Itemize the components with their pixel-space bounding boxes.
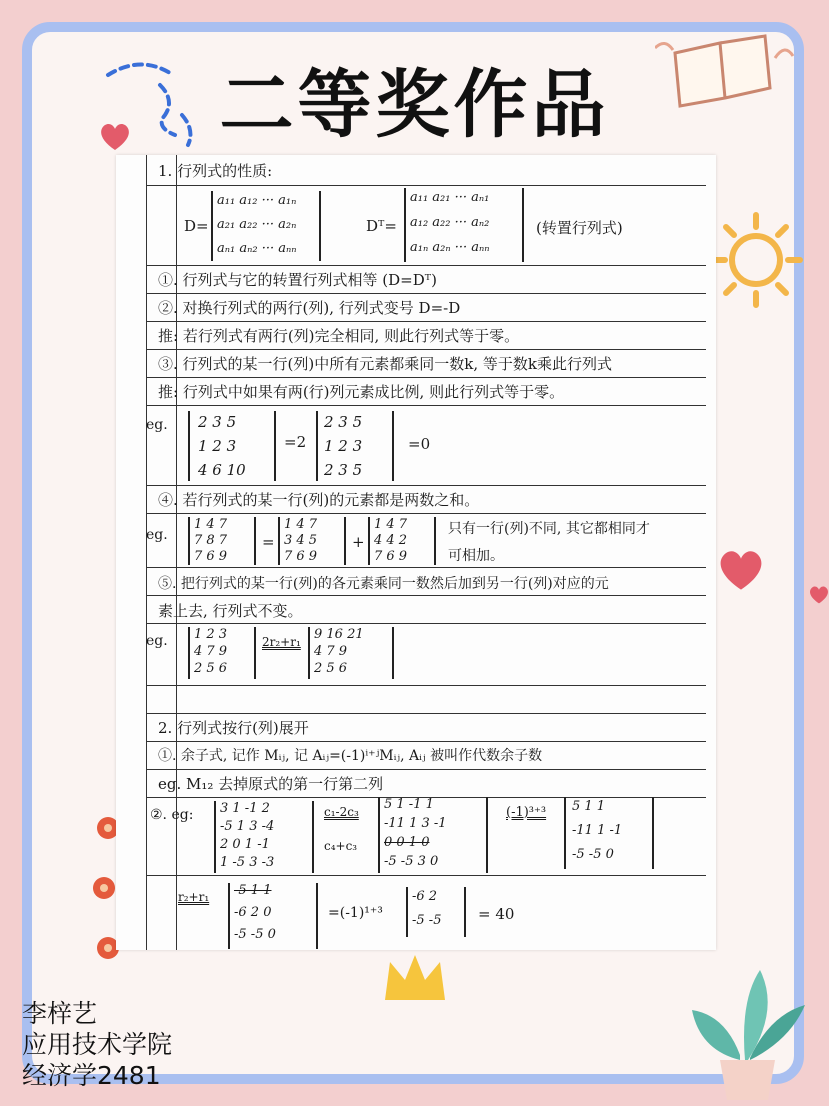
matrix-row: 1 4 7 xyxy=(284,517,318,532)
transpose-note: (转置行列式) xyxy=(536,219,623,237)
q3-matrix-1 xyxy=(228,883,320,949)
eg4-note: 可相加。 xyxy=(448,548,504,564)
rule-line xyxy=(146,185,706,186)
dt-label: Dᵀ= xyxy=(366,217,397,235)
d-matrix xyxy=(211,191,321,261)
eg5-right-matrix xyxy=(308,627,396,679)
q2-matrix-1 xyxy=(214,801,316,873)
matrix-row: 2 0 1 -1 xyxy=(220,837,270,852)
eg-label: eg. xyxy=(146,633,168,649)
matrix-row: 2 5 6 xyxy=(314,661,348,676)
matrix-row: 1 2 3 xyxy=(198,437,237,455)
rule-line xyxy=(146,713,706,714)
rule-line xyxy=(146,321,706,322)
property-4: ④. 若行列式的某一行(列)的元素都是两数之和。 xyxy=(158,491,480,509)
author-class: 经济学2481 xyxy=(22,1061,161,1090)
matrix-row: 1 2 3 xyxy=(324,437,363,455)
matrix-row: 7 6 9 xyxy=(194,549,228,564)
matrix-row: 1 4 7 xyxy=(374,517,408,532)
heading-expansion: 2. 行列式按行(列)展开 xyxy=(158,719,309,737)
eg5-operation: 2r₂+r₁ xyxy=(262,635,301,649)
q2-matrix-2 xyxy=(378,797,490,873)
matrix-row: 7 8 7 xyxy=(194,533,228,548)
matrix-row: -6 2 xyxy=(412,889,438,904)
matrix-row: -5 -5 3 0 xyxy=(384,854,439,869)
matrix-row: a₁₁ a₂₁ ··· aₙ₁ xyxy=(410,190,490,205)
author-school: 应用技术学院 xyxy=(22,1030,173,1059)
rule-line xyxy=(146,349,706,350)
eg4-matrix-b xyxy=(278,517,348,565)
final-result: = 40 xyxy=(478,905,515,923)
matrix-row: 0 0 1 0 xyxy=(384,835,430,850)
rule-line xyxy=(146,265,706,266)
matrix-row: 4 7 9 xyxy=(314,644,348,659)
eg5-left-matrix xyxy=(188,627,258,679)
plant-icon xyxy=(680,960,810,1100)
eg4-note: 只有一行(列)不同, 其它都相同才 xyxy=(448,521,650,537)
heart-icon xyxy=(808,580,829,610)
d-label: D= xyxy=(184,217,209,235)
property-3-corollary: 推: 行列式中如果有两(行)列元素成比例, 则此行列式等于零。 xyxy=(158,383,565,401)
sign-factor: (-1)³⁺³ xyxy=(506,805,547,820)
sun-icon xyxy=(708,205,808,315)
matrix-row: 5 1 -1 1 xyxy=(384,797,434,812)
matrix-row: -5 -5 0 xyxy=(234,927,276,942)
rule-line xyxy=(146,293,706,294)
property-5-cont: 素上去, 行列式不变。 xyxy=(158,602,303,620)
crown-icon xyxy=(380,950,450,1005)
property-3: ③. 行列式的某一行(列)中所有元素都乘同一数k, 等于数k乘此行列式 xyxy=(158,355,612,373)
q3-matrix-2 xyxy=(406,887,468,937)
eg-label: eg. xyxy=(146,527,168,543)
dt-matrix xyxy=(404,188,524,262)
matrix-row: 2 5 6 xyxy=(194,661,228,676)
matrix-row: 1 4 7 xyxy=(194,517,228,532)
eg-label: eg. xyxy=(146,417,168,433)
matrix-row: -5 -5 xyxy=(412,913,442,928)
eg3-result: =0 xyxy=(408,435,431,453)
heart-icon xyxy=(716,548,766,593)
rule-line xyxy=(146,513,706,514)
rule-line xyxy=(146,485,706,486)
matrix-row: 1 2 3 xyxy=(194,627,228,642)
matrix-row: a₁₂ a₂₂ ··· aₙ₂ xyxy=(410,215,490,230)
notes-paper xyxy=(116,155,716,950)
matrix-row: -5 1 3 -4 xyxy=(220,819,275,834)
matrix-row: a₂₁ a₂₂ ··· a₂ₙ xyxy=(217,217,297,232)
property-1: ①. 行列式与它的转置行列式相等 (D=Dᵀ) xyxy=(158,271,437,289)
rule-line xyxy=(146,875,706,876)
rule-line xyxy=(146,685,706,686)
sign-factor: =(-1)¹⁺³ xyxy=(328,905,383,921)
matrix-row: 4 7 9 xyxy=(194,644,228,659)
matrix-row: 2 3 5 xyxy=(324,461,363,479)
rule-line xyxy=(146,405,706,406)
matrix-row: 4 4 2 xyxy=(374,533,408,548)
matrix-row: -5 1 1 xyxy=(234,883,272,898)
property-5: ⑤. 把行列式的某一行(列)的各元素乘同一数然后加到另一行(列)对应的元 xyxy=(158,576,609,592)
matrix-row: -11 1 -1 xyxy=(572,823,623,838)
column-operation: c₁-2c₃ xyxy=(324,805,359,819)
property-2-corollary: 推: 若行列式有两行(列)完全相同, 则此行列式等于零。 xyxy=(158,327,520,345)
rule-line xyxy=(146,567,706,568)
rule-line xyxy=(146,377,706,378)
property-2: ②. 对换行列式的两行(列), 行列式变号 D=-D xyxy=(158,299,461,317)
matrix-row: -11 1 3 -1 xyxy=(384,816,447,831)
margin-line xyxy=(146,155,147,950)
matrix-row: a₁₁ a₁₂ ··· a₁ₙ xyxy=(217,193,297,208)
matrix-row: 7 6 9 xyxy=(374,549,408,564)
cofactor-definition: ①. 余子式, 记作 Mᵢⱼ, 记 Aᵢⱼ=(-1)ⁱ⁺ʲMᵢⱼ, Aᵢⱼ 被叫作代数余子数 xyxy=(158,748,543,764)
eg3-factor: =2 xyxy=(284,433,307,451)
q2-matrix-3 xyxy=(564,797,656,869)
equals-sign: = xyxy=(262,533,275,551)
cofactor-example: eg. M₁₂ 去掉原式的第一行第二列 xyxy=(158,775,384,793)
heading-determinant-properties: 1. 行列式的性质: xyxy=(158,162,273,180)
eg4-matrix-c xyxy=(368,517,438,565)
matrix-row: -5 -5 0 xyxy=(572,847,614,862)
matrix-row: a₁ₙ a₂ₙ ··· aₙₙ xyxy=(410,240,490,255)
matrix-row: 1 -5 3 -3 xyxy=(220,855,275,870)
matrix-row: 2 3 5 xyxy=(198,413,237,431)
rule-line xyxy=(146,741,706,742)
eg4-matrix-a xyxy=(188,517,258,565)
plus-sign: + xyxy=(352,533,365,551)
matrix-row: -6 2 0 xyxy=(234,905,272,920)
expansion-eg-label: ②. eg: xyxy=(150,807,194,823)
matrix-row: 9 16 21 xyxy=(314,627,364,642)
eg3-right-matrix xyxy=(316,411,396,481)
matrix-row: 7 6 9 xyxy=(284,549,318,564)
eg3-left-matrix xyxy=(188,411,278,481)
matrix-row: 5 1 1 xyxy=(572,799,606,814)
matrix-row: aₙ₁ aₙ₂ ··· aₙₙ xyxy=(217,241,297,256)
matrix-row: 2 3 5 xyxy=(324,413,363,431)
matrix-row: 3 1 -1 2 xyxy=(220,801,270,816)
page-title: 二等奖作品 xyxy=(219,62,610,148)
column-operation: c₄+c₃ xyxy=(324,839,358,853)
author-name: 李梓艺 xyxy=(22,999,98,1028)
author-block xyxy=(22,998,172,1091)
matrix-row: 3 4 5 xyxy=(284,533,318,548)
row-operation: r₂+r₁ xyxy=(178,890,210,904)
rule-line xyxy=(146,769,706,770)
matrix-row: 4 6 10 xyxy=(198,461,246,479)
